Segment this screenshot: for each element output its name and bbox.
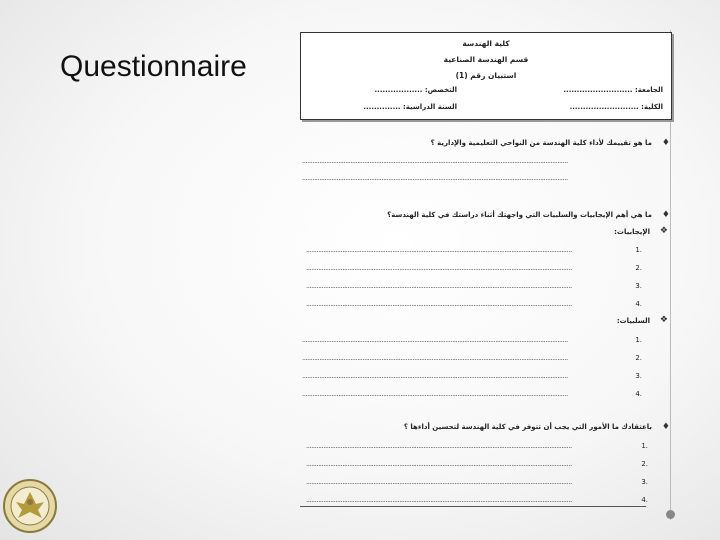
answer-line: .......................................................................................................................................................... <box>306 246 572 254</box>
negatives-label: السلبيات: <box>616 317 650 325</box>
question-1: ما هو تقييمك لأداء كلية الهندسة من النواحي التعليمية والإدارية ؟ <box>430 139 652 147</box>
item-number: 3. <box>635 282 642 290</box>
item-number: 2. <box>635 264 642 272</box>
bullet-icon: ♦ <box>661 210 670 220</box>
answer-line: .......................................................................................................................................................... <box>306 442 572 450</box>
item-number: 2. <box>641 460 648 468</box>
department-name: قسم الهندسة الصناعية <box>443 55 529 64</box>
answer-line: .......................................................................................................................................................... <box>306 282 572 290</box>
answer-line: .......................................................................................................................................................... <box>302 174 568 182</box>
answer-line: .......................................................................................................................................................... <box>302 157 568 165</box>
bullet-icon: ♦ <box>661 138 670 148</box>
item-number: 1. <box>635 246 642 254</box>
form-number: استبيان رقم (1) <box>455 71 517 80</box>
item-number: 2. <box>635 354 642 362</box>
answer-line: .......................................................................................................................................................... <box>302 390 568 398</box>
item-number: 3. <box>635 372 642 380</box>
item-number: 1. <box>641 442 648 450</box>
question-2: ما هي أهم الإيجابيات والسلبيات التي واجهتك أثناء دراستك في كلية الهندسة؟ <box>387 211 652 219</box>
slide-marker-dot <box>666 510 675 519</box>
university-seal-icon <box>2 478 58 534</box>
item-number: 4. <box>635 300 642 308</box>
item-number: 4. <box>641 496 648 504</box>
answer-line: .......................................................................................................................................................... <box>306 478 572 486</box>
year-field: السنة الدراسية: .............. <box>363 103 457 111</box>
slide-title: Questionnaire <box>60 50 247 83</box>
bullet-icon: ♦ <box>661 422 670 432</box>
faculty-name: كلية الهندسة <box>462 39 510 48</box>
answer-line: .......................................................................................................................................................... <box>302 336 568 344</box>
item-number: 1. <box>635 336 642 344</box>
form-header <box>300 32 672 120</box>
positives-label: الإيجابيات: <box>614 228 650 236</box>
specialization-field: التخصص: .................. <box>374 86 457 94</box>
question-3: باعتقادك ما الأمور التي يجب أن تتوفر في كلية الهندسة لتحسين أداءها ؟ <box>403 423 652 431</box>
checkmark-bullet-icon: ❖ <box>659 226 668 236</box>
answer-line: .......................................................................................................................................................... <box>306 460 572 468</box>
bottom-rule <box>300 506 646 507</box>
questionnaire-document <box>300 32 672 512</box>
answer-line: .......................................................................................................................................................... <box>306 264 572 272</box>
checkmark-bullet-icon: ❖ <box>659 315 668 325</box>
item-number: 3. <box>641 478 648 486</box>
college-field: الكلية: .......................... <box>569 103 663 111</box>
answer-line: .......................................................................................................................................................... <box>302 372 568 380</box>
answer-line: .......................................................................................................................................................... <box>306 496 572 504</box>
university-field: الجامعة: .......................... <box>563 86 663 94</box>
item-number: 4. <box>635 390 642 398</box>
answer-line: .......................................................................................................................................................... <box>302 354 568 362</box>
answer-line: .......................................................................................................................................................... <box>306 300 572 308</box>
